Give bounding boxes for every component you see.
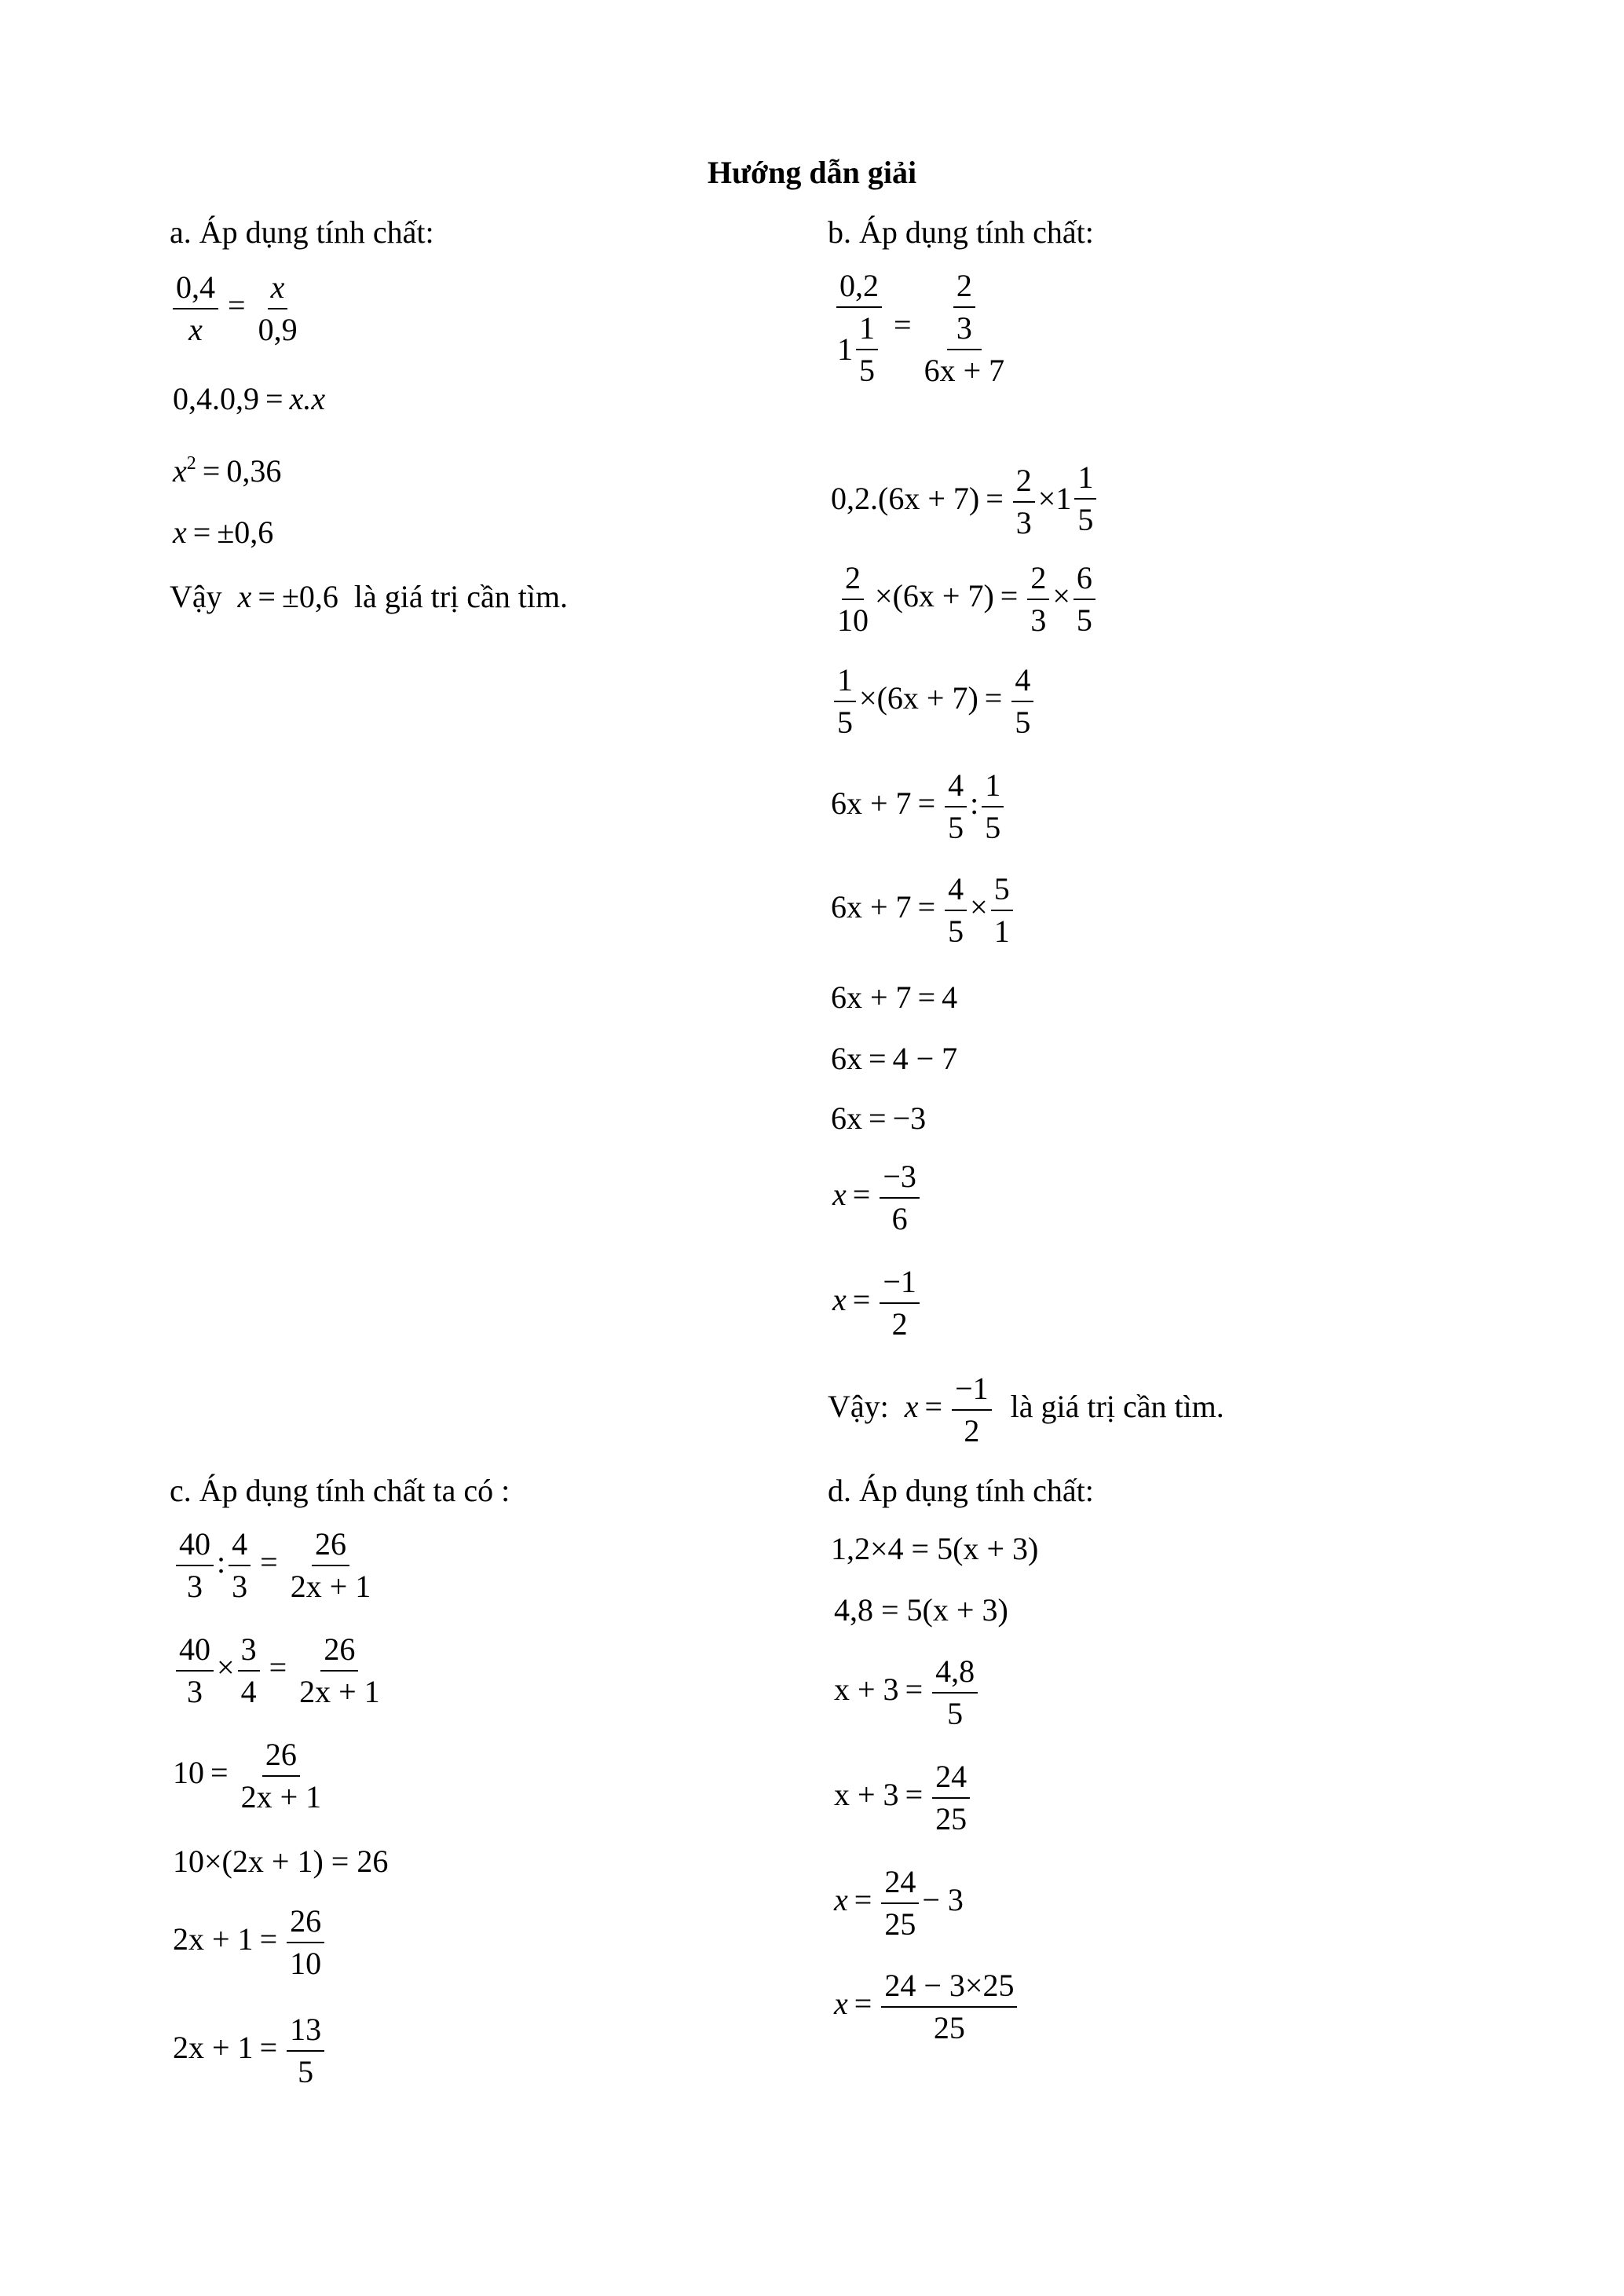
part-c-line-6: 2x + 1 = $\frac{13}{5}$ [173, 2014, 327, 2088]
fraction: $\frac{x}{0,9}$ [258, 269, 298, 347]
part-a-line-2: 0,4.0,9 = x.x [173, 381, 326, 416]
part-b-line-7: 6x + 7 = 4 [831, 980, 958, 1015]
part-a-line-4: x = ±0,6 [173, 514, 274, 550]
part-c-heading: c. Áp dụng tính chất ta có : [170, 1473, 510, 1508]
part-b-line-11: x = $\frac{-1}{2}$ [832, 1266, 923, 1340]
part-b-line-10: x = $\frac{-3}{6}$ [832, 1161, 923, 1235]
fraction: $\frac{\frac{2}{3}}{6x + 7}$ [924, 268, 1005, 388]
part-c-line-4: 10×(2x + 1) = 26 [173, 1844, 389, 1879]
part-c-line-5: 2x + 1 = $\frac{26}{10}$ [173, 1906, 327, 1979]
part-c-line-3: 10 = $\frac{26}{2x + 1}$ [173, 1737, 322, 1814]
part-b-line-2: 0,2.(6x + 7) = $\frac{2}{3}$ × 1 1 5 [831, 462, 1099, 539]
part-b-line-9: 6x = −3 [831, 1100, 927, 1136]
part-d-line-6: x = $\frac{24 - 3\times 25}{25}$ [834, 1970, 1020, 2044]
part-d-heading: d. Áp dụng tính chất: [828, 1473, 1094, 1508]
part-b-line-8: 6x = 4 − 7 [831, 1041, 958, 1076]
part-b-heading: b. Áp dụng tính chất: [828, 214, 1094, 250]
part-a-line-3: $x^2 = 0,36$ [173, 453, 282, 489]
fraction: $\frac{0,4}{x}$ [173, 272, 218, 346]
part-b-line-3: $\frac{2}{10}$ ×(6x + 7) = $\frac{2}{3}$ × $\frac{6}{5}$ [831, 562, 1099, 636]
page-title: Hướng dẫn giải [707, 155, 917, 190]
part-d-line-4: x + 3 = $\frac{24}{25}$ [834, 1761, 973, 1835]
fraction: 0,2 1 1 5 [834, 270, 884, 386]
part-a-heading: a. Áp dụng tính chất: [170, 214, 434, 250]
part-b-line-1: 0,2 1 1 5 = $\frac{\frac{2}{3}}{6x + 7}$ [831, 270, 1011, 386]
part-d-line-3: x + 3 = $\frac{4,8}{5}$ [834, 1656, 981, 1730]
part-d-line-2: 4,8 = 5(x + 3) [834, 1592, 1008, 1628]
part-b-line-4: $\frac{1}{5}$ ×(6x + 7) = $\frac{4}{5}$ [831, 665, 1037, 738]
part-b-line-5: 6x + 7 = $\frac{4}{5}$ : $\frac{1}{5}$ [831, 770, 1007, 844]
part-c-line-2: $\frac{40}{3}$ × $\frac{3}{4}$ = $\frac{26}{2x + 1}$ [173, 1634, 386, 1708]
part-c-line-1: $\frac{40}{3}$ : $\frac{4}{3}$ = $\frac{26}{2x + 1}$ [173, 1529, 377, 1602]
part-a-conclusion: Vậy x = ±0,6 là giá trị cần tìm. [170, 579, 569, 614]
part-b-line-6: 6x + 7 = $\frac{4}{5}$ × $\frac{5}{1}$ [831, 873, 1016, 947]
part-a-line-1: $\frac{0,4}{x}$ = $\frac{x}{0,9}$ [170, 272, 304, 346]
part-b-conclusion: Vậy: x = $\frac{-1}{2}$ là giá trị cần tìm. [828, 1371, 1224, 1448]
part-d-line-5: x = $\frac{24}{25}$ − 3 [834, 1864, 964, 1942]
part-d-line-1: 1,2×4 = 5(x + 3) [831, 1531, 1039, 1566]
